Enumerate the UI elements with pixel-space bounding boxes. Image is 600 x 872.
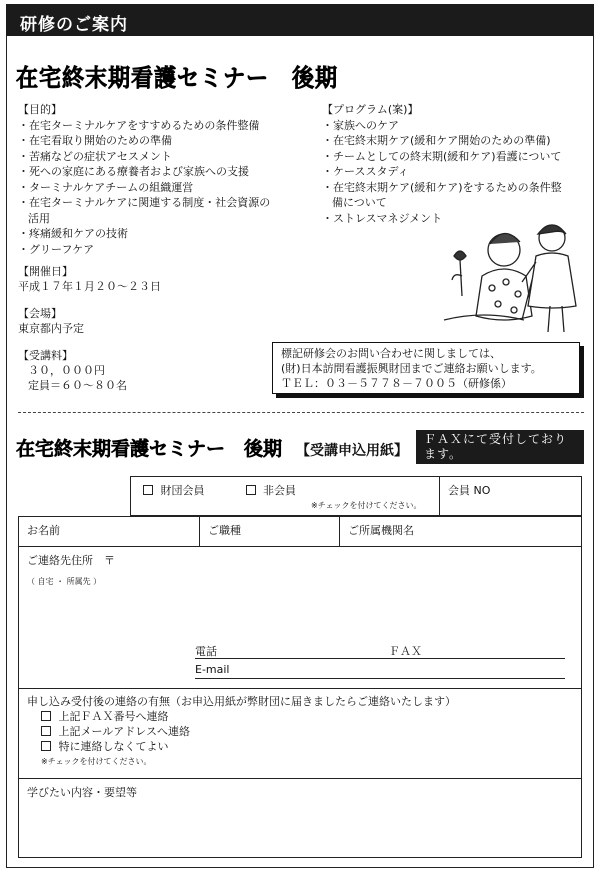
member-label: 財団会員 [160, 484, 205, 497]
program-item: ・ 在宅終末期ケア(緩和ケア)をするための条件整備について [322, 180, 572, 211]
venue-section [18, 306, 84, 336]
member-number-field[interactable] [440, 476, 582, 516]
program-item: ・ チームとしての終末期(緩和ケア)看護について [322, 149, 572, 165]
name-field[interactable] [19, 517, 199, 546]
objective-item: ・ 在宅ターミナルケアをすすめるための条件整備 [18, 118, 308, 134]
member-number-label: 会員 NO [448, 484, 491, 497]
wishes-row [19, 779, 581, 859]
email-label: E-mail [195, 663, 230, 676]
membership-selector [130, 476, 440, 516]
header-title: 研修のご案内 [20, 15, 128, 35]
fax-number: ０３－５７７８－７００９ [424, 462, 568, 491]
form-subtitle: 【受講申込用紙】 [296, 443, 408, 459]
address-note: （ 自宅 ・ 所属先 ） [27, 577, 102, 586]
contact-info-box [272, 342, 580, 394]
fee-section [18, 348, 127, 393]
check-note: ※チェックを付けてください。 [311, 501, 422, 510]
objective-item: ・ 死への家庭にある療養者および家族への支援 [18, 164, 308, 180]
cut-line-divider [18, 412, 584, 413]
contact-line: (財)日本訪問看護振興財団までご連絡お願いします。 [281, 362, 542, 375]
program-item: ・ ケーススタディ [322, 164, 584, 180]
date-value: 平成１７年１月２０～２３日 [18, 280, 161, 293]
occupation-field[interactable] [199, 517, 339, 546]
contact-email-checkbox[interactable] [41, 726, 51, 736]
venue-value: 東京都内予定 [18, 322, 84, 335]
nonmember-checkbox[interactable] [246, 485, 256, 495]
contact-option[interactable] [27, 709, 573, 724]
address-label: ご連絡先住所 〒 [27, 554, 115, 567]
program-item: ・ 在宅終末期ケア(緩和ケア開始のための準備) [322, 133, 572, 149]
objectives-heading: 【目的】 [18, 103, 62, 116]
phone-label: 電話 [195, 645, 217, 658]
contact-option[interactable] [27, 739, 573, 754]
wishes-field[interactable] [19, 779, 581, 859]
objective-item: ・ 在宅看取り開始のための準備 [18, 133, 308, 149]
objective-item: ・ 苦痛などの症状アセスメント [18, 149, 308, 165]
contact-option[interactable] [27, 724, 573, 739]
email-line[interactable] [195, 678, 565, 679]
contact-none-checkbox[interactable] [41, 741, 51, 751]
capacity-value: 定員＝６０～８０名 [28, 379, 127, 392]
date-section [18, 264, 161, 294]
objectives-section [18, 102, 308, 257]
fee-value: ３０，０００円 [28, 364, 105, 377]
venue-heading: 【会場】 [18, 307, 62, 320]
organization-field[interactable] [339, 517, 583, 546]
contact-fax-checkbox[interactable] [41, 711, 51, 721]
contact-option-label: 上記メールアドレスへ連絡 [58, 725, 190, 738]
contact-line: 標記研修会のお問い合わせに関しましては、 [281, 347, 501, 360]
objective-item: ・ 疼痛緩和ケアの技術 [18, 226, 308, 242]
seminar-title: 在宅終末期看護セミナー 後期 [16, 64, 338, 92]
contact-preference-section [19, 689, 581, 778]
fax-line: ＦＡＸにて受付しております。 [424, 432, 568, 461]
member-checkbox[interactable] [143, 485, 153, 495]
date-heading: 【開催日】 [18, 265, 73, 278]
program-item: ・ ストレスマネジメント [322, 211, 584, 227]
contact-preference-row [19, 689, 581, 779]
organization-label: ご所属機関名 [348, 524, 414, 537]
nurse-and-patient-illustration [432, 216, 582, 338]
program-heading: 【プログラム(案)】 [322, 103, 419, 116]
name-row [19, 517, 581, 547]
objective-item: ・ グリーフケア [18, 242, 308, 258]
contact-phone: ＴＥＬ：０３－５７７８－７００５（研修係） [281, 377, 512, 390]
fax-label: ＦＡＸ [389, 645, 422, 658]
contact-pref-label: 申し込み受付後の連絡の有無（お申込用紙が弊財団に届きましたらご連絡いたします） [27, 695, 456, 708]
fee-heading: 【受講料】 [18, 349, 73, 362]
address-row [19, 547, 581, 689]
objective-item: ・ ターミナルケアチームの組織運営 [18, 180, 308, 196]
contact-check-note: ※チェックを付けてください。 [41, 757, 152, 766]
phone-fax-line[interactable] [195, 658, 565, 659]
contact-option-label: 上記ＦＡＸ番号へ連絡 [58, 710, 169, 723]
address-field[interactable] [19, 547, 581, 688]
contact-option-label: 特に連絡しなくてよい [58, 740, 169, 753]
occupation-label: ご職種 [208, 524, 241, 537]
form-title: 在宅終末期看護セミナー 後期 [16, 438, 283, 460]
objective-item: ・ 在宅ターミナルケアに関連する制度・社会資源の活用 [18, 195, 278, 226]
program-section [322, 102, 584, 226]
name-label: お名前 [27, 524, 60, 537]
nonmember-label: 非会員 [263, 484, 296, 497]
wishes-label: 学びたい内容・要望等 [27, 786, 137, 799]
header-bar [6, 4, 594, 36]
application-form [18, 516, 582, 858]
program-item: ・ 家族へのケア [322, 118, 584, 134]
